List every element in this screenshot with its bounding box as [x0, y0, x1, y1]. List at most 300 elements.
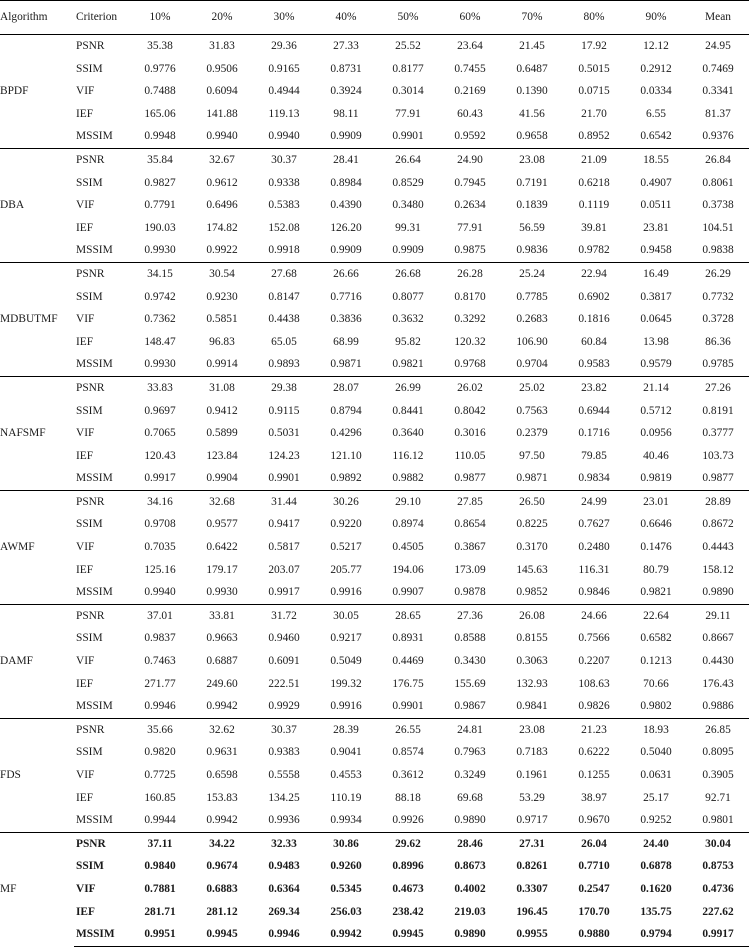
header-col-mean: Mean — [687, 1, 749, 35]
value-cell: 0.9742 — [144, 290, 176, 303]
value-cell: 23.64 — [439, 35, 501, 58]
value-cell: 27.36 — [439, 604, 501, 627]
value-cell: 0.9658 — [501, 125, 563, 148]
value-cell: 0.8753 — [702, 860, 734, 873]
algorithm-name: NAFSMF — [0, 376, 74, 490]
value-cell: 0.9901 — [377, 125, 439, 148]
value-cell: 0.9506 — [206, 62, 238, 75]
value-cell: 0.9867 — [439, 695, 501, 718]
table-row — [0, 695, 749, 718]
value-cell: 0.9115 — [268, 404, 300, 417]
value-cell: 165.06 — [144, 107, 176, 120]
value-cell: 29.38 — [253, 376, 315, 399]
algorithm-group-awmf — [0, 490, 749, 604]
value-cell: 31.83 — [191, 35, 253, 58]
value-cell: 0.6646 — [640, 518, 672, 531]
value-cell: 0.9944 — [129, 809, 191, 832]
value-cell: 0.9890 — [439, 809, 501, 832]
table-row — [0, 262, 749, 285]
value-cell: 26.55 — [377, 718, 439, 741]
value-cell: 0.8177 — [392, 62, 424, 75]
value-cell: 0.3738 — [702, 199, 734, 212]
value-cell: 0.3430 — [454, 655, 486, 668]
value-cell: 13.98 — [643, 335, 669, 348]
value-cell: 30.05 — [315, 604, 377, 627]
value-cell: 0.9877 — [687, 467, 749, 490]
value-cell: 92.71 — [705, 791, 731, 804]
value-cell: 26.04 — [563, 832, 625, 855]
value-cell: 24.95 — [687, 35, 749, 58]
criterion-label: PSNR — [74, 35, 129, 58]
value-cell: 0.9926 — [377, 809, 439, 832]
value-cell: 0.9834 — [563, 467, 625, 490]
value-cell: 0.7881 — [144, 882, 176, 895]
value-cell: 0.9936 — [253, 809, 315, 832]
header-col-90: 90% — [625, 1, 687, 35]
value-cell: 0.1816 — [578, 313, 610, 326]
table-header — [0, 1, 749, 35]
value-cell: 0.6582 — [640, 632, 672, 645]
table-row — [0, 35, 749, 58]
value-cell: 0.9948 — [129, 125, 191, 148]
value-cell: 88.18 — [395, 791, 421, 804]
value-cell: 0.4296 — [330, 427, 362, 440]
value-cell: 53.29 — [519, 791, 545, 804]
table-row — [0, 400, 749, 423]
value-cell: 0.4469 — [392, 655, 424, 668]
value-cell: 0.8147 — [268, 290, 300, 303]
value-cell: 126.20 — [330, 221, 362, 234]
value-cell: 190.03 — [144, 221, 176, 234]
value-cell: 124.23 — [268, 449, 300, 462]
value-cell: 29.36 — [253, 35, 315, 58]
value-cell: 0.8225 — [516, 518, 548, 531]
value-cell: 222.51 — [268, 677, 300, 690]
value-cell: 135.75 — [640, 905, 672, 918]
value-cell: 24.90 — [439, 148, 501, 171]
value-cell: 145.63 — [516, 563, 548, 576]
value-cell: 0.3480 — [392, 199, 424, 212]
value-cell: 160.85 — [144, 791, 176, 804]
value-cell: 27.33 — [315, 35, 377, 58]
value-cell: 0.8261 — [516, 860, 548, 873]
criterion-label: VIF — [76, 541, 95, 554]
value-cell: 0.4673 — [392, 882, 424, 895]
table-row — [0, 764, 749, 787]
value-cell: 196.45 — [516, 905, 548, 918]
algorithm-group-fds — [0, 718, 749, 832]
value-cell: 0.3817 — [640, 290, 672, 303]
value-cell: 0.9909 — [315, 239, 377, 262]
header-col-80: 80% — [563, 1, 625, 35]
value-cell: 0.6598 — [206, 769, 238, 781]
value-cell: 0.8952 — [563, 125, 625, 148]
header-col-40: 40% — [315, 1, 377, 35]
value-cell: 0.1620 — [640, 882, 672, 895]
value-cell: 0.9041 — [330, 746, 362, 759]
value-cell: 0.9930 — [191, 581, 253, 604]
value-cell: 39.81 — [581, 221, 607, 234]
value-cell: 0.9918 — [253, 239, 315, 262]
header-col-20: 20% — [191, 1, 253, 35]
value-cell: 0.9577 — [206, 518, 238, 531]
value-cell: 179.17 — [206, 563, 238, 576]
value-cell: 0.4944 — [268, 85, 300, 98]
value-cell: 26.02 — [439, 376, 501, 399]
value-cell: 0.3924 — [330, 85, 362, 98]
algorithm-name: DAMF — [0, 604, 74, 718]
value-cell: 99.31 — [395, 221, 421, 234]
value-cell: 29.11 — [687, 604, 749, 627]
value-cell: 0.7710 — [578, 860, 610, 873]
value-cell: 96.83 — [209, 335, 235, 348]
value-cell: 0.6902 — [578, 290, 610, 303]
value-cell: 31.08 — [191, 376, 253, 399]
value-cell: 0.9776 — [144, 62, 176, 75]
value-cell: 0.0645 — [640, 313, 672, 326]
value-cell: 0.5712 — [640, 404, 672, 417]
value-cell: 0.9878 — [439, 581, 501, 604]
value-cell: 26.99 — [377, 376, 439, 399]
value-cell: 12.12 — [625, 35, 687, 58]
value-cell: 0.9338 — [268, 176, 300, 189]
value-cell: 35.84 — [129, 148, 191, 171]
value-cell: 30.54 — [191, 262, 253, 285]
value-cell: 0.9583 — [563, 353, 625, 376]
table-row — [0, 353, 749, 376]
value-cell: 116.31 — [578, 563, 610, 576]
algorithm-group-nafsmf — [0, 376, 749, 490]
value-cell: 256.03 — [330, 905, 362, 918]
value-cell: 199.32 — [330, 677, 362, 690]
value-cell: 0.9914 — [191, 353, 253, 376]
value-cell: 29.62 — [377, 832, 439, 855]
value-cell: 60.84 — [581, 335, 607, 348]
value-cell: 77.91 — [395, 107, 421, 120]
value-cell: 0.3014 — [392, 85, 424, 98]
value-cell: 86.36 — [705, 335, 731, 348]
table-row — [0, 58, 749, 81]
value-cell: 0.9916 — [315, 695, 377, 718]
criterion-label: PSNR — [74, 604, 129, 627]
header-col-30: 30% — [253, 1, 315, 35]
value-cell: 0.8984 — [330, 176, 362, 189]
value-cell: 0.9942 — [315, 923, 377, 946]
criterion-label: MSSIM — [74, 125, 129, 148]
value-cell: 0.9483 — [268, 860, 300, 873]
value-cell: 0.8155 — [516, 632, 548, 645]
value-cell: 0.5383 — [268, 199, 300, 212]
value-cell: 219.03 — [454, 905, 486, 918]
value-cell: 23.82 — [563, 376, 625, 399]
value-cell: 35.38 — [129, 35, 191, 58]
value-cell: 23.81 — [643, 221, 669, 234]
algorithm-group-mdbutmf — [0, 262, 749, 376]
value-cell: 28.07 — [315, 376, 377, 399]
table-row — [0, 217, 749, 240]
value-cell: 0.3016 — [454, 427, 486, 440]
value-cell: 0.9934 — [315, 809, 377, 832]
table-row — [0, 239, 749, 262]
value-cell: 269.34 — [268, 905, 300, 918]
value-cell: 0.9819 — [625, 467, 687, 490]
value-cell: 238.42 — [392, 905, 424, 918]
value-cell: 0.9670 — [563, 809, 625, 832]
value-cell: 33.81 — [191, 604, 253, 627]
value-cell: 0.1213 — [640, 655, 672, 668]
value-cell: 0.7732 — [702, 290, 734, 303]
value-cell: 26.84 — [687, 148, 749, 171]
criterion-label: PSNR — [74, 148, 129, 171]
header-col-60: 60% — [439, 1, 501, 35]
criterion-label: IEF — [76, 677, 94, 690]
value-cell: 80.79 — [643, 563, 669, 576]
value-cell: 0.9940 — [129, 581, 191, 604]
value-cell: 25.24 — [501, 262, 563, 285]
algorithm-group-damf — [0, 604, 749, 718]
value-cell: 0.4907 — [640, 176, 672, 189]
value-cell: 0.3836 — [330, 313, 362, 326]
algorithm-group-dba — [0, 148, 749, 262]
value-cell: 95.82 — [395, 335, 421, 348]
value-cell: 0.9886 — [687, 695, 749, 718]
value-cell: 0.7065 — [144, 427, 176, 440]
value-cell: 0.9458 — [625, 239, 687, 262]
table-row — [0, 376, 749, 399]
value-cell: 32.68 — [191, 490, 253, 513]
value-cell: 0.8061 — [702, 176, 734, 189]
value-cell: 32.67 — [191, 148, 253, 171]
value-cell: 25.02 — [501, 376, 563, 399]
value-cell: 0.9917 — [253, 581, 315, 604]
value-cell: 0.2912 — [640, 62, 672, 75]
value-cell: 0.9230 — [206, 290, 238, 303]
criterion-label: SSIM — [76, 518, 103, 531]
value-cell: 123.84 — [206, 449, 238, 462]
value-cell: 33.83 — [129, 376, 191, 399]
value-cell: 0.2207 — [578, 655, 610, 668]
table-row — [0, 125, 749, 148]
value-cell: 0.3632 — [392, 313, 424, 326]
value-cell: 38.97 — [581, 791, 607, 804]
criterion-label: PSNR — [74, 718, 129, 741]
value-cell: 24.99 — [563, 490, 625, 513]
algorithm-group-bpdf — [0, 35, 749, 149]
value-cell: 0.8529 — [392, 176, 424, 189]
value-cell: 0.9930 — [129, 353, 191, 376]
value-cell: 41.56 — [519, 107, 545, 120]
algorithm-name: BPDF — [0, 35, 74, 149]
value-cell: 0.9871 — [315, 353, 377, 376]
value-cell: 28.39 — [315, 718, 377, 741]
value-cell: 0.9383 — [268, 746, 300, 759]
value-cell: 0.5015 — [578, 62, 610, 75]
value-cell: 0.7963 — [454, 746, 486, 759]
value-cell: 0.9768 — [439, 353, 501, 376]
value-cell: 0.9801 — [687, 809, 749, 832]
value-cell: 141.88 — [206, 107, 238, 120]
value-cell: 0.0511 — [640, 199, 672, 212]
criterion-label: MSSIM — [74, 581, 129, 604]
value-cell: 0.9871 — [501, 467, 563, 490]
value-cell: 0.4430 — [702, 655, 734, 668]
value-cell: 0.7945 — [454, 176, 486, 189]
value-cell: 0.6883 — [206, 882, 238, 895]
value-cell: 0.9217 — [330, 632, 362, 645]
value-cell: 0.8042 — [454, 404, 486, 417]
value-cell: 0.5851 — [206, 313, 238, 326]
criterion-label: MSSIM — [74, 809, 129, 832]
criterion-label: SSIM — [76, 632, 103, 645]
value-cell: 0.8667 — [702, 632, 734, 645]
criterion-label: VIF — [76, 85, 95, 98]
criterion-label: MSSIM — [74, 353, 129, 376]
criterion-label: SSIM — [76, 746, 103, 759]
value-cell: 0.6094 — [206, 85, 238, 98]
value-cell: 0.2634 — [454, 199, 486, 212]
value-cell: 0.3249 — [454, 769, 486, 781]
value-cell: 152.08 — [268, 221, 300, 234]
criterion-label: IEF — [76, 563, 94, 576]
table-row — [0, 422, 749, 445]
value-cell: 0.9907 — [377, 581, 439, 604]
value-cell: 205.77 — [330, 563, 362, 576]
criterion-label: MSSIM — [74, 467, 129, 490]
value-cell: 21.23 — [563, 718, 625, 741]
value-cell: 27.68 — [253, 262, 315, 285]
value-cell: 271.77 — [144, 677, 176, 690]
value-cell: 0.9942 — [191, 695, 253, 718]
value-cell: 69.68 — [457, 791, 483, 804]
criterion-label: VIF — [76, 655, 95, 668]
value-cell: 0.9946 — [253, 923, 315, 946]
value-cell: 0.9674 — [206, 860, 238, 873]
table-row — [0, 559, 749, 582]
value-cell: 0.0715 — [578, 85, 610, 98]
value-cell: 0.6878 — [640, 860, 672, 873]
value-cell: 0.9940 — [253, 125, 315, 148]
value-cell: 0.9916 — [315, 581, 377, 604]
value-cell: 173.09 — [454, 563, 486, 576]
value-cell: 0.7035 — [144, 541, 176, 554]
value-cell: 0.2480 — [578, 541, 610, 554]
value-cell: 0.9909 — [377, 239, 439, 262]
value-cell: 0.9592 — [439, 125, 501, 148]
value-cell: 0.3341 — [702, 85, 734, 98]
value-cell: 0.5049 — [330, 655, 362, 668]
value-cell: 0.3170 — [516, 541, 548, 554]
value-cell: 27.26 — [687, 376, 749, 399]
value-cell: 0.7627 — [578, 518, 610, 531]
value-cell: 0.9917 — [129, 467, 191, 490]
value-cell: 0.6487 — [516, 62, 548, 75]
value-cell: 249.60 — [206, 677, 238, 690]
algorithm-name: FDS — [0, 718, 74, 832]
value-cell: 0.9945 — [377, 923, 439, 946]
table-row — [0, 923, 749, 946]
value-cell: 0.8731 — [330, 62, 362, 75]
value-cell: 81.37 — [705, 107, 731, 120]
value-cell: 0.7463 — [144, 655, 176, 668]
value-cell: 0.3292 — [454, 313, 486, 326]
value-cell: 0.7469 — [702, 62, 734, 75]
value-cell: 0.9785 — [687, 353, 749, 376]
table-row — [0, 445, 749, 468]
table-row — [0, 809, 749, 832]
header-criterion: Criterion — [74, 1, 129, 35]
table-row — [0, 308, 749, 331]
value-cell: 148.47 — [144, 335, 176, 348]
value-cell: 70.66 — [643, 677, 669, 690]
criterion-label: SSIM — [76, 176, 103, 189]
table-row — [0, 855, 749, 878]
value-cell: 0.9955 — [501, 923, 563, 946]
value-cell: 0.9901 — [377, 695, 439, 718]
value-cell: 56.59 — [519, 221, 545, 234]
value-cell: 0.6222 — [578, 746, 610, 759]
value-cell: 121.10 — [330, 449, 362, 462]
value-cell: 0.9802 — [625, 695, 687, 718]
value-cell: 0.1119 — [578, 199, 610, 212]
value-cell: 34.15 — [129, 262, 191, 285]
criterion-label: SSIM — [76, 62, 103, 75]
value-cell: 0.2547 — [578, 882, 610, 895]
value-cell: 227.62 — [702, 905, 734, 918]
value-cell: 0.4736 — [702, 882, 734, 895]
value-cell: 134.25 — [268, 791, 300, 804]
value-cell: 0.5040 — [640, 746, 672, 759]
value-cell: 0.9827 — [144, 176, 176, 189]
table-row — [0, 490, 749, 513]
value-cell: 0.9260 — [330, 860, 362, 873]
value-cell: 0.9942 — [191, 809, 253, 832]
value-cell: 26.08 — [501, 604, 563, 627]
value-cell: 110.05 — [454, 449, 486, 462]
criterion-label: PSNR — [74, 262, 129, 285]
criterion-label: IEF — [76, 791, 94, 804]
value-cell: 0.5345 — [330, 882, 362, 895]
value-cell: 0.3307 — [516, 882, 548, 895]
value-cell: 30.37 — [253, 718, 315, 741]
value-cell: 27.85 — [439, 490, 501, 513]
header-col-70: 70% — [501, 1, 563, 35]
value-cell: 0.5899 — [206, 427, 238, 440]
value-cell: 26.28 — [439, 262, 501, 285]
table-row — [0, 172, 749, 195]
value-cell: 21.45 — [501, 35, 563, 58]
value-cell: 103.73 — [702, 449, 734, 462]
value-cell: 0.1476 — [640, 541, 672, 554]
value-cell: 0.6364 — [268, 882, 300, 895]
value-cell: 23.08 — [501, 148, 563, 171]
criterion-label: IEF — [76, 905, 95, 918]
value-cell: 6.55 — [646, 107, 666, 120]
value-cell: 0.8588 — [454, 632, 486, 645]
value-cell: 0.3612 — [392, 769, 424, 781]
value-cell: 0.0334 — [640, 85, 672, 98]
value-cell: 0.9846 — [563, 581, 625, 604]
value-cell: 21.09 — [563, 148, 625, 171]
value-cell: 0.9904 — [191, 467, 253, 490]
value-cell: 0.9940 — [191, 125, 253, 148]
value-cell: 0.9909 — [315, 125, 377, 148]
value-cell: 0.2379 — [516, 427, 548, 440]
table-row — [0, 627, 749, 650]
value-cell: 0.9875 — [439, 239, 501, 262]
value-cell: 30.04 — [687, 832, 749, 855]
criterion-label: VIF — [76, 199, 95, 212]
value-cell: 0.5817 — [268, 541, 300, 554]
